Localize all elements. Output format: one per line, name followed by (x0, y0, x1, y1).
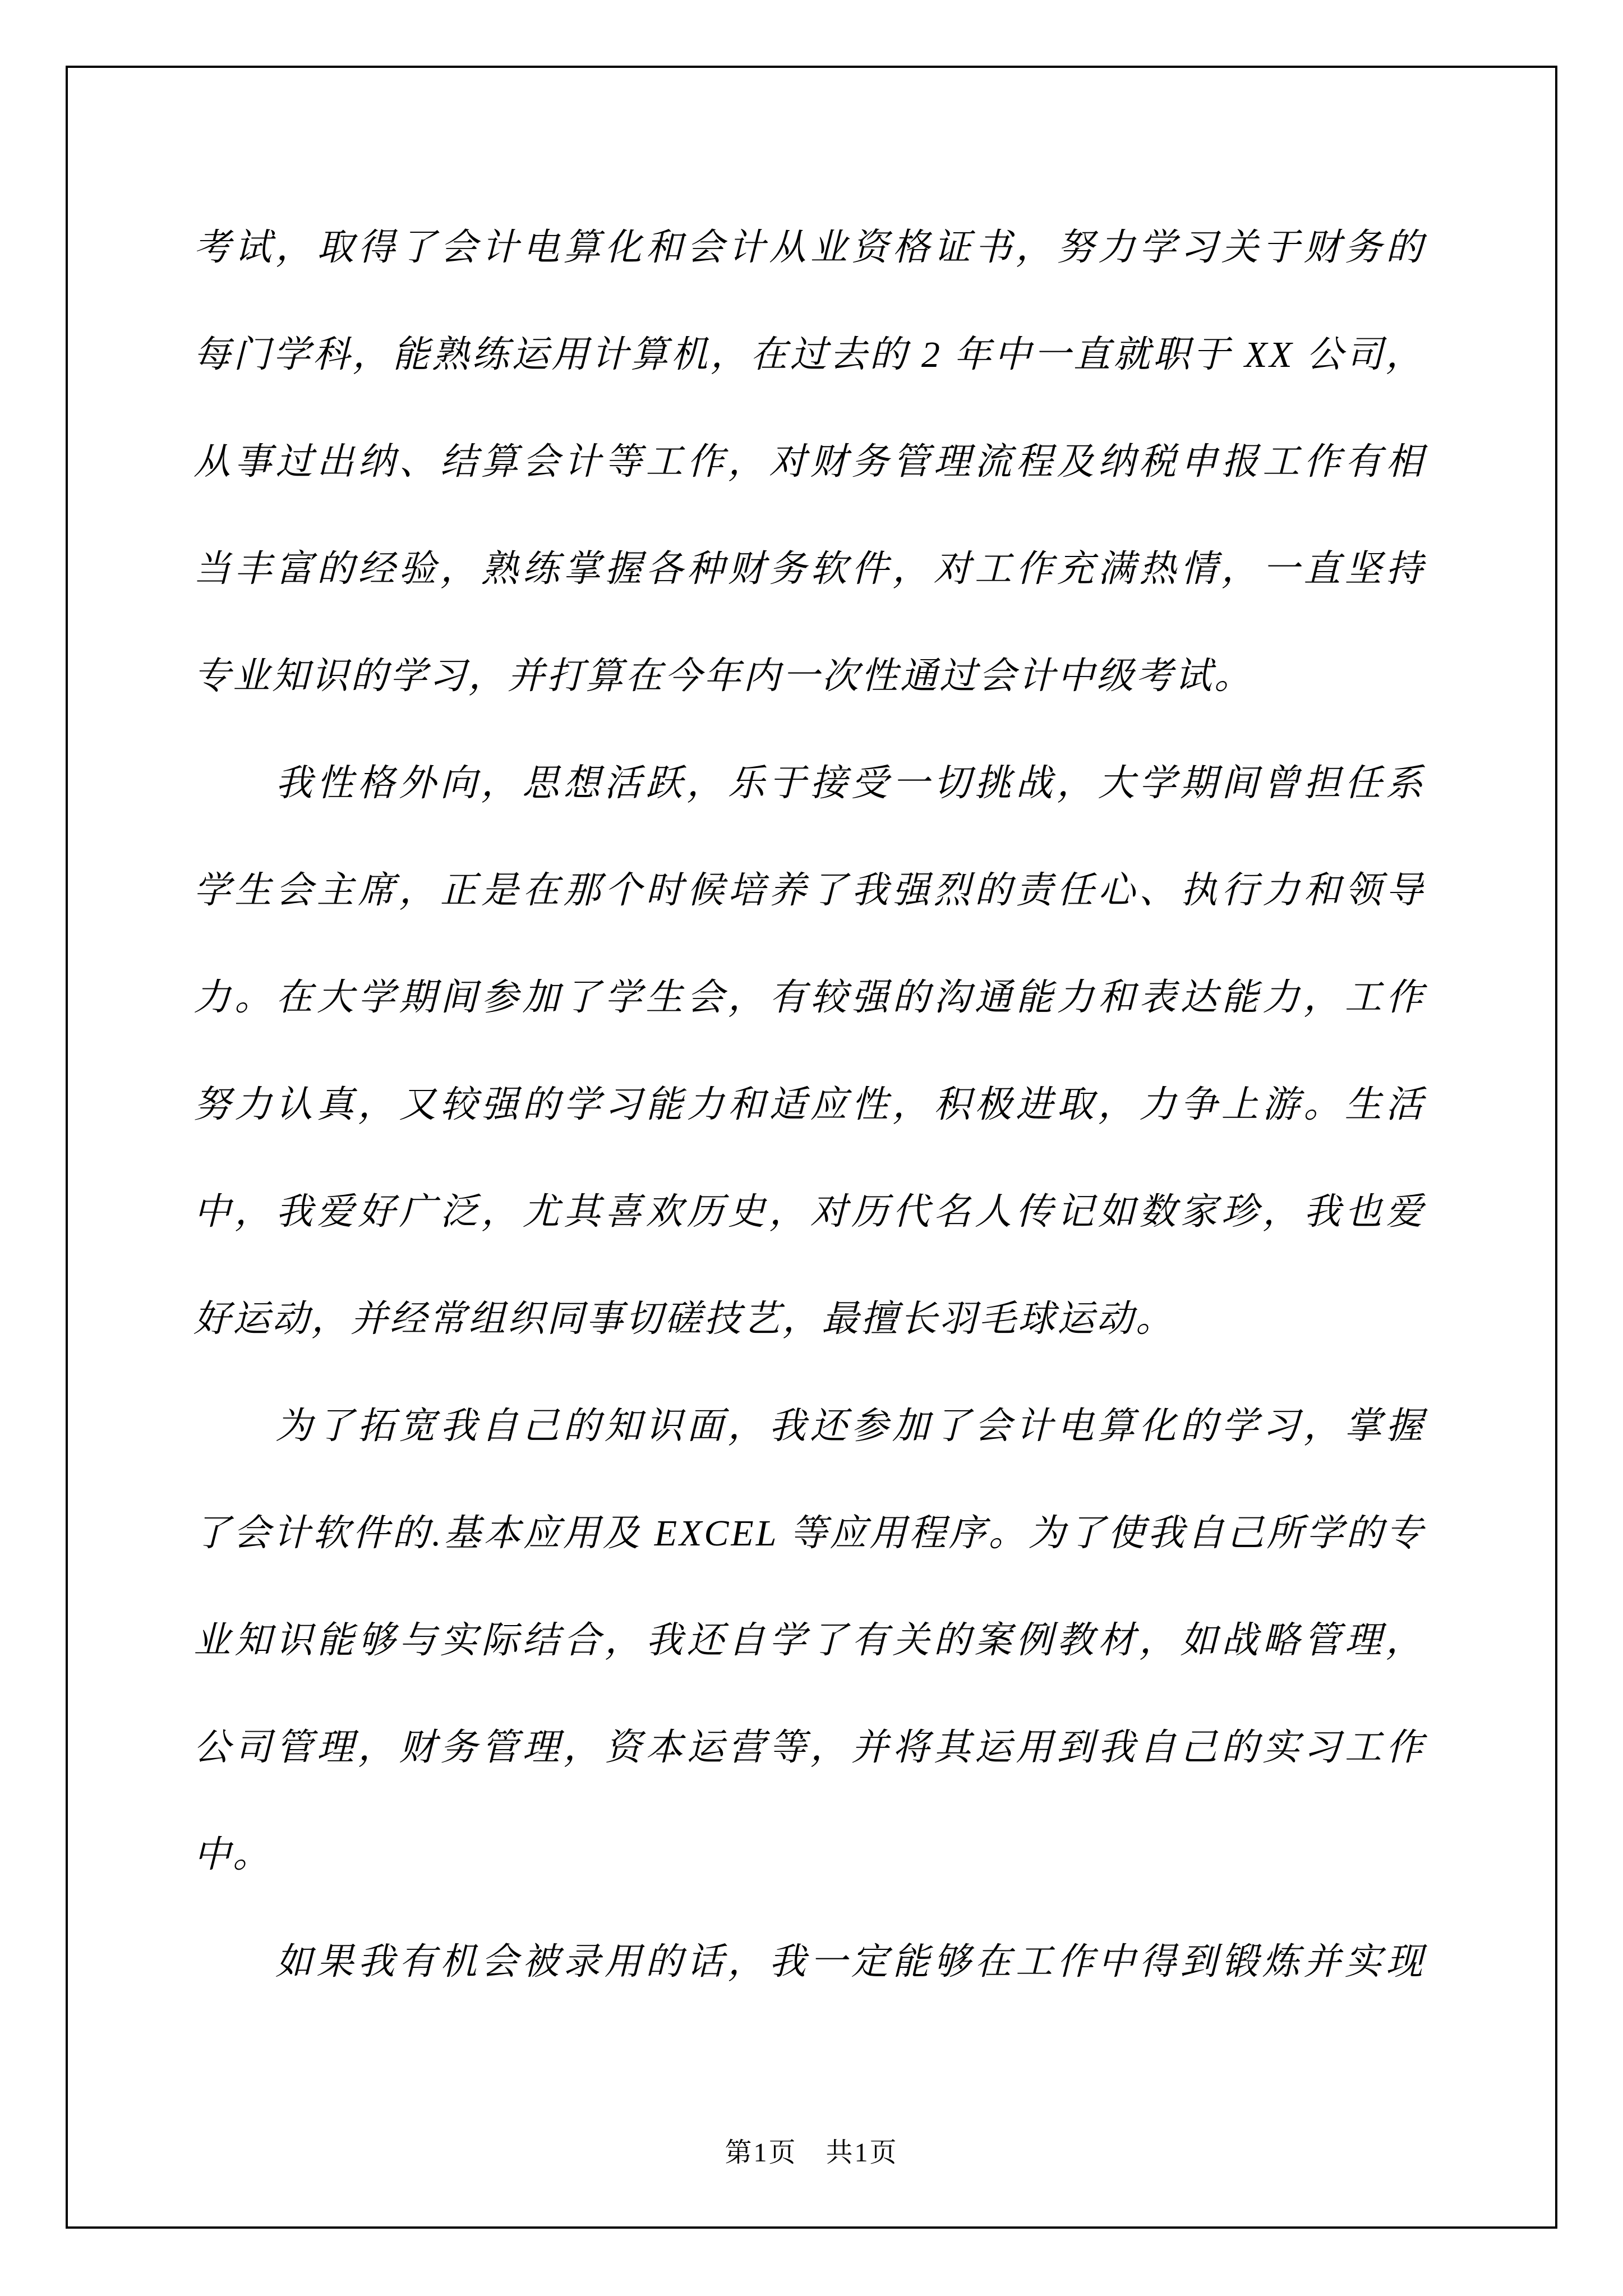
text-line-7: 学生会主席，正是在那个时候培养了我强烈的责任心、执行力和领导 (193, 870, 1425, 911)
text-line-11: 好运动，并经常组织同事切磋技艺，最擅长羽毛球运动。 (193, 1299, 1175, 1340)
text-line-5: 专业知识的学习，并打算在今年内一次性通过会计中级考试。 (193, 656, 1253, 697)
text-line-14: 业知识能够与实际结合，我还自学了有关的案例教材，如战略管理， (193, 1620, 1425, 1661)
text-line-15: 公司管理，财务管理，资本运营等，并将其运用到我自己的实习工作 (193, 1727, 1425, 1768)
text-line-8: 力。在大学期间参加了学生会，有较强的沟通能力和表达能力，工作 (193, 977, 1425, 1018)
text-line-6: 我性格外向，思想活跃，乐于接受一切挑战，大学期间曾担任系 (275, 763, 1425, 804)
page-footer (66, 2138, 1557, 2168)
page-number-text: 第1页 共1页 (725, 2138, 898, 2168)
text-line-4: 当丰富的经验，熟练掌握各种财务软件，对工作充满热情，一直坚持 (193, 549, 1425, 590)
text-line-3: 从事过出纳、结算会计等工作，对财务管理流程及纳税申报工作有相 (193, 441, 1425, 482)
text-line-12: 为了拓宽我自己的知识面，我还参加了会计电算化的学习，掌握 (275, 1406, 1425, 1447)
text-line-10: 中，我爱好广泛，尤其喜欢历史，对历代名人传记如数家珍，我也爱 (193, 1191, 1425, 1232)
text-line-1: 考试，取得了会计电算化和会计从业资格证书，努力学习关于财务的 (193, 227, 1425, 268)
text-line-9: 努力认真，又较强的学习能力和适应性，积极进取，力争上游。生活 (193, 1084, 1425, 1125)
document-body (193, 194, 1425, 2016)
text-line-17: 如果我有机会被录用的话，我一定能够在工作中得到锻炼并实现 (275, 1941, 1425, 1982)
text-line-13: 了会计软件的.基本应用及 EXCEL 等应用程序。为了使我自己所学的专 (193, 1513, 1425, 1554)
text-line-16: 中。 (193, 1834, 272, 1875)
text-line-2: 每门学科，能熟练运用计算机，在过去的 2 年中一直就职于 XX 公司， (193, 334, 1425, 375)
